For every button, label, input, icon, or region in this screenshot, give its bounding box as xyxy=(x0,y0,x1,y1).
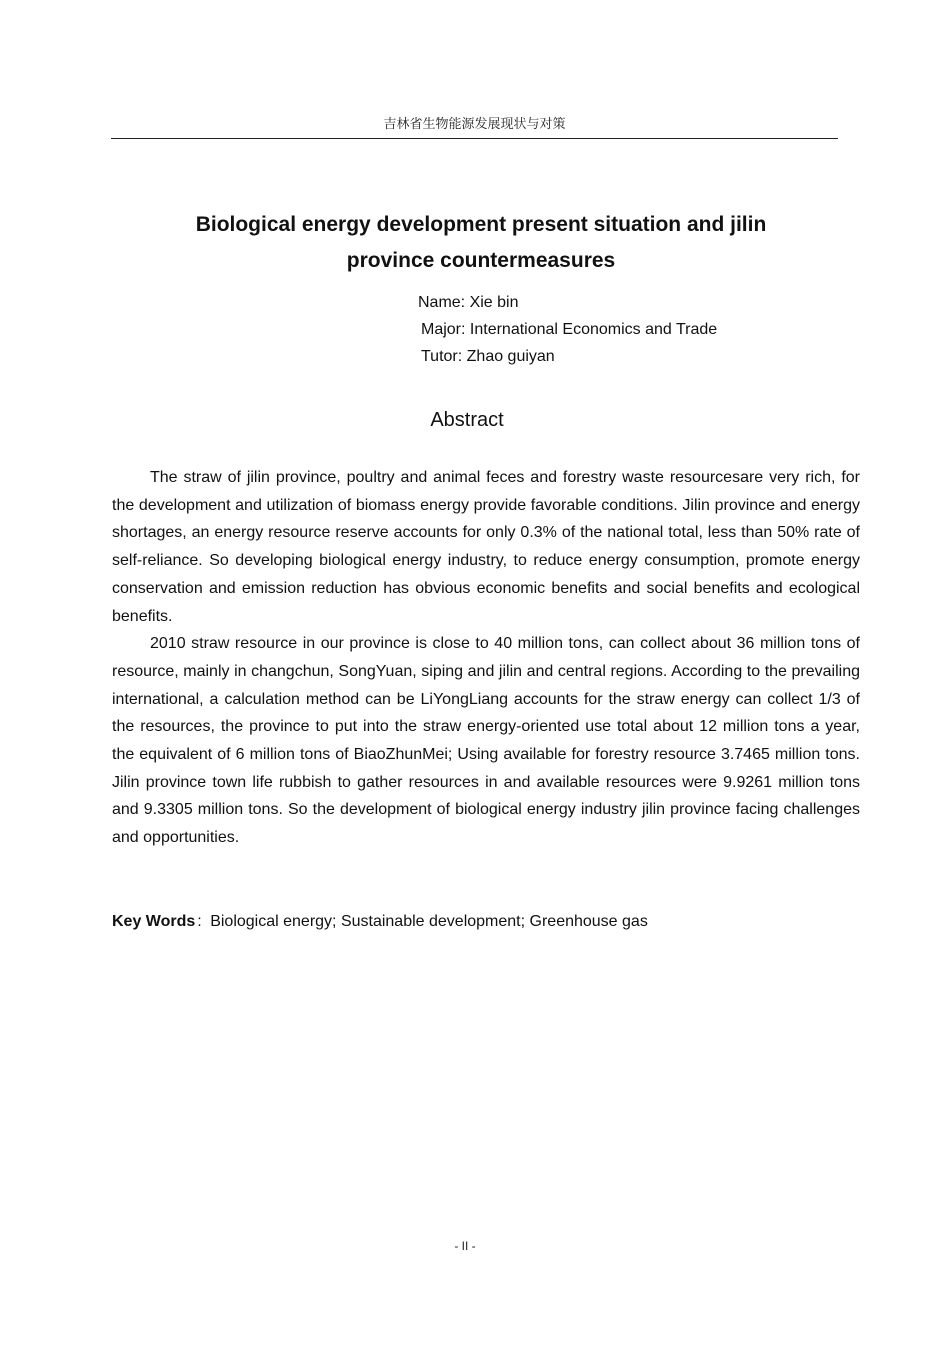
abstract-body xyxy=(112,464,860,852)
keyword-item: Biological energy; xyxy=(210,913,337,930)
abstract-paragraph-1: The straw of jilin province, poultry and animal feces and forestry waste resourcesare very rich, for the development and utilization of biomass energy provide favorable conditions. Jilin province and energy shortages, an energy resource reserve accounts for only 0.3% of the national total, less than 50% rate of self-reliance. So developing biological energy industry, to reduce energy consumption, promote energy conservation and emission reduction has obvious economic benefits and social benefits and ecological benefits. xyxy=(112,469,860,625)
keywords xyxy=(112,909,648,935)
keyword-item: Greenhouse gas xyxy=(529,913,648,930)
keywords-label: Key Words xyxy=(112,913,196,930)
running-header: 吉林省生物能源发展现状与对策 xyxy=(383,117,566,132)
header-rule xyxy=(111,138,838,139)
author-info xyxy=(418,289,717,370)
keywords-separator: : xyxy=(197,913,202,930)
abstract-heading: Abstract xyxy=(430,409,504,431)
author-major: Major: International Economics and Trade xyxy=(421,321,718,338)
abstract-paragraph-2: 2010 straw resource in our province is close to 40 million tons, can collect about 36 million tons of resource, mainly in changchun, SongYuan, siping and jilin and central regions. According to the prevailing international, a calculation method can be LiYongLiang accounts for the straw energy can collect 1/3 of the resources, the province to put into the straw energy-oriented use total about 12 million tons a year, the equivalent of 6 million tons of BiaoZhunMei; Using available for forestry resource 3.7465 million tons. Jilin province town life rubbish to gather resources in and available resources were 9.9261 million tons and 9.3305 million tons. So the development of biological energy industry jilin province facing challenges and opportunities. xyxy=(112,635,860,847)
author-name: Name: Xie bin xyxy=(418,294,519,311)
document-title xyxy=(111,207,851,279)
title-line-2: province countermeasures xyxy=(346,249,616,272)
title-line-1: Biological energy development present situation and jilin xyxy=(195,213,767,236)
page-number: - II - xyxy=(454,1239,476,1253)
author-tutor: Tutor: Zhao guiyan xyxy=(421,348,555,365)
keyword-item: Sustainable development; xyxy=(340,913,526,930)
